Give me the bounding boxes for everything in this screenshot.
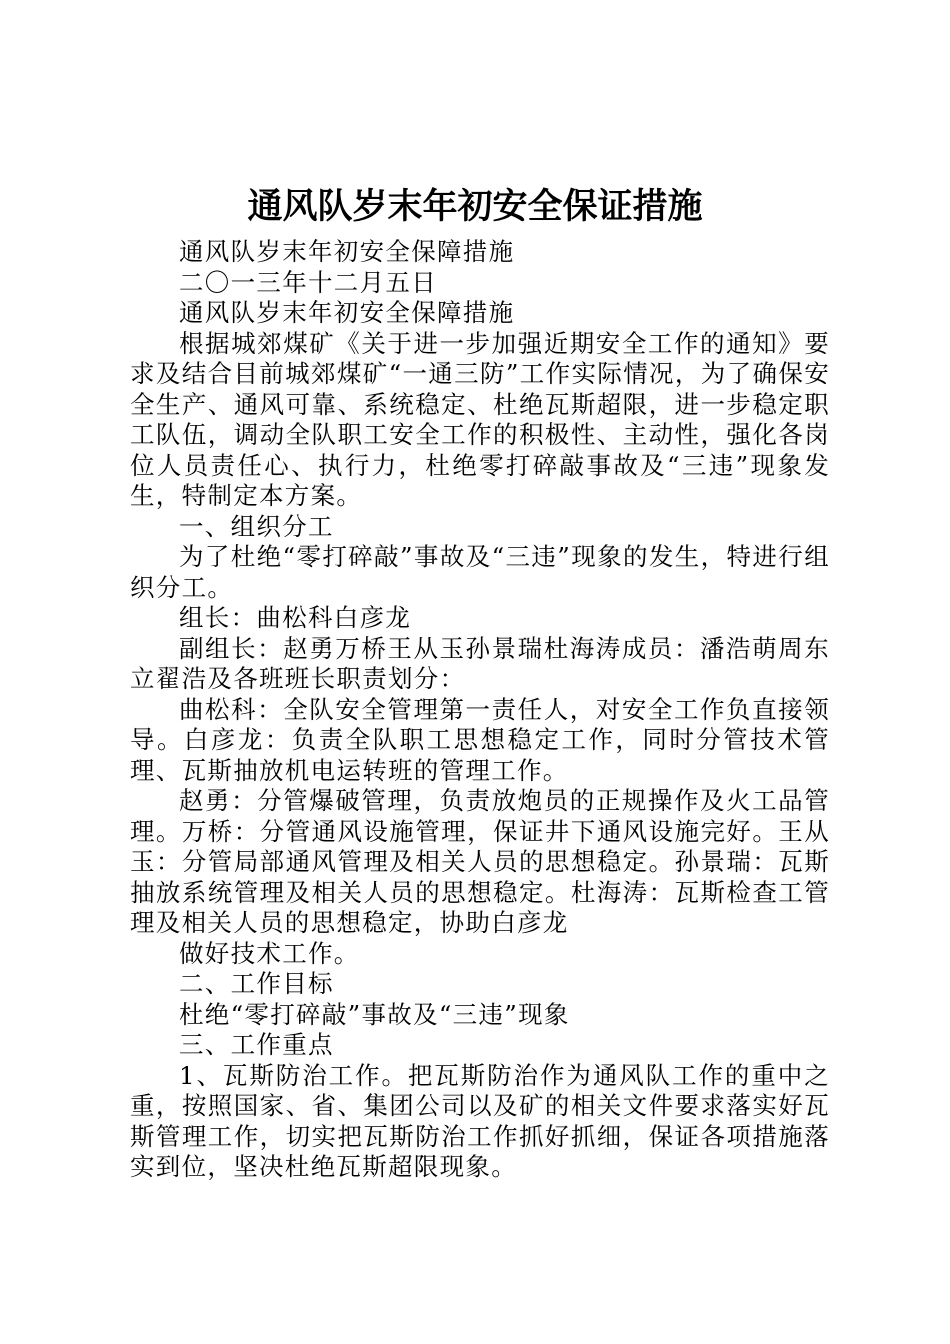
section-heading-focus: 三、工作重点 xyxy=(179,1030,334,1059)
paragraph-gas-prevention: 1、瓦斯防治工作。把瓦斯防治作为通风队工作的重中之重，按照国家、省、集团公司以及矿的相关文件要求落实好瓦斯管理工作，切实把瓦斯防治工作抓好抓细，保证各项措施落实到位，坚决杜绝瓦斯超限现象。 xyxy=(130,1060,830,1181)
paragraph-deputy-leaders: 副组长：赵勇万桥王从玉孙景瑞杜海涛成员：潘浩萌周东立翟浩及各班班长职责划分： xyxy=(130,633,830,693)
paragraph-duties-2: 赵勇：分管爆破管理，负责放炮员的正规操作及火工品管理。万桥：分管通风设施管理，保证井下通风设施完好。王从玉：分管局部通风管理及相关人员的思想稳定。孙景瑞：瓦斯抽放系统管理及相关人员的思想稳定。杜海涛：瓦斯检查工管理及相关人员的思想稳定，协助白彦龙 xyxy=(130,786,830,937)
section-heading-goals: 二、工作目标 xyxy=(179,969,334,998)
paragraph-intro: 根据城郊煤矿《关于进一步加强近期安全工作的通知》要求及结合目前城郊煤矿“一通三防”工作实际情况，为了确保安全生产、通风可靠、系统稳定、杜绝瓦斯超限，进一步稳定职工队伍，调动全队职工安全工作的积极性、主动性，强化各岗位人员责任心、执行力，杜绝零打碎敲事故及“三违”现象发生，特制定本方案。 xyxy=(130,328,830,510)
paragraph-subtitle: 通风队岁末年初安全保障措施 xyxy=(179,237,515,266)
document-title: 通风队岁末年初安全保证措施 xyxy=(247,187,703,227)
paragraph-leader: 组长：曲松科白彦龙 xyxy=(179,603,412,632)
section-heading-organization: 一、组织分工 xyxy=(179,511,334,541)
document-body xyxy=(130,237,830,1183)
paragraph-subtitle-repeat: 通风队岁末年初安全保障措施 xyxy=(179,298,515,327)
paragraph-organization: 为了杜绝“零打碎敲”事故及“三违”现象的发生，特进行组织分工。 xyxy=(130,542,830,602)
paragraph-duties-1: 曲松科：全队安全管理第一责任人，对安全工作负直接领导。白彦龙：负责全队职工思想稳定工作，同时分管技术管理、瓦斯抽放机电运转班的管理工作。 xyxy=(130,694,830,785)
paragraph-goals: 杜绝“零打碎敲”事故及“三违”现象 xyxy=(179,999,570,1029)
paragraph-date: 二〇一三年十二月五日 xyxy=(179,267,437,297)
paragraph-technical-work: 做好技术工作。 xyxy=(179,938,360,968)
